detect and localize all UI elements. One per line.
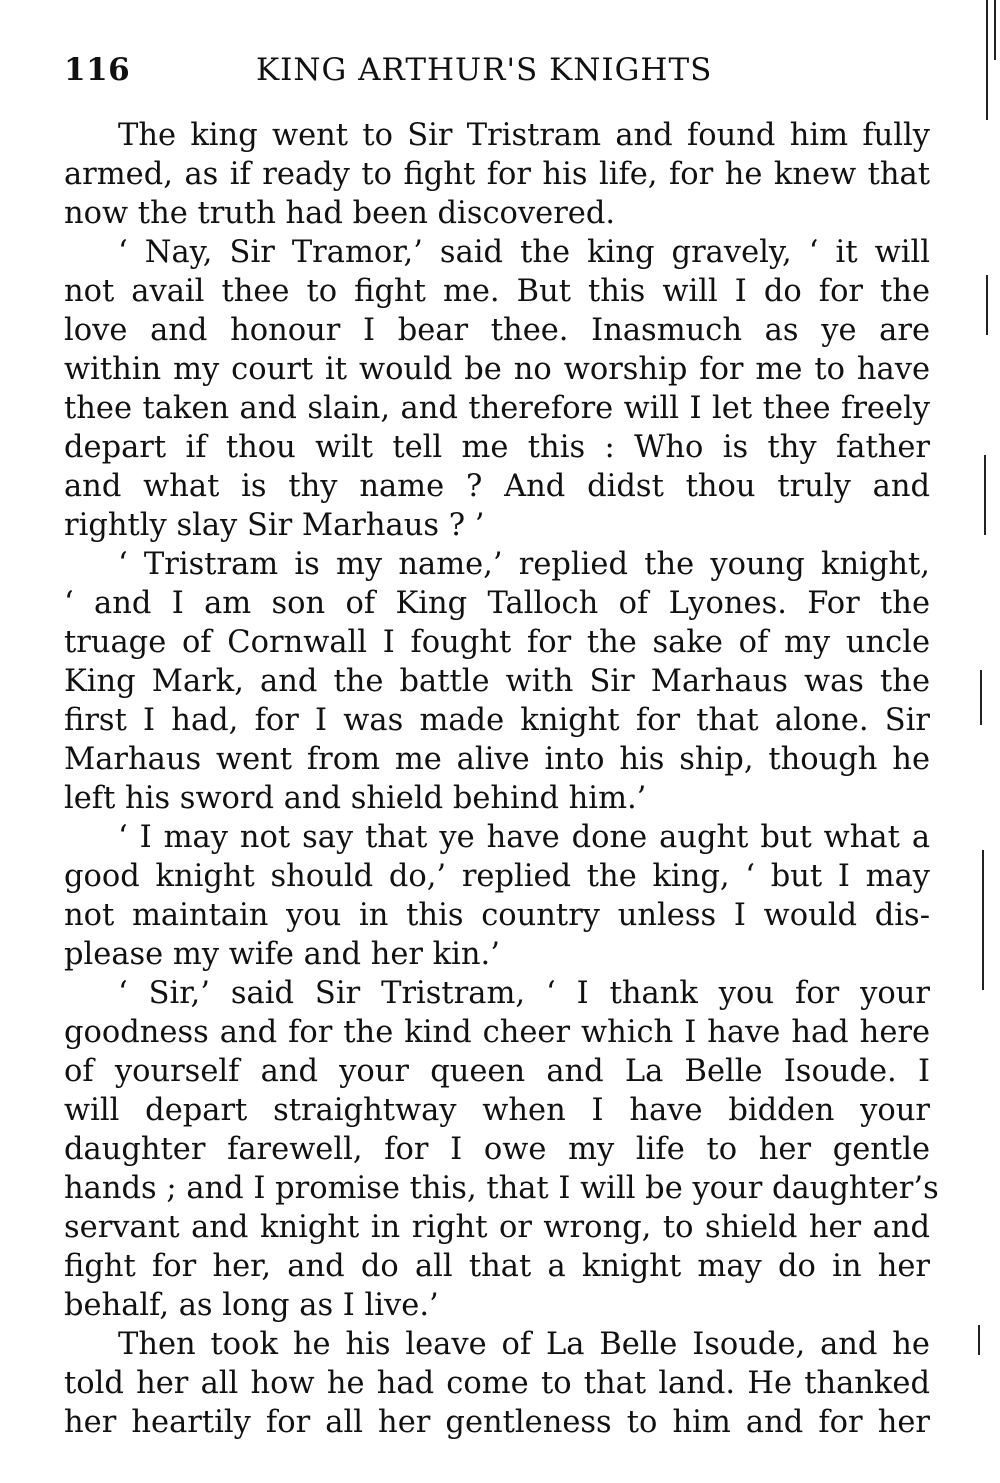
text-line: servant and knight in right or wrong, to shield her and bbox=[64, 1210, 930, 1245]
text-line: left his sword and shield behind him.’ bbox=[64, 781, 647, 816]
text-line: ‘ Sir,’ said Sir Tristram, ‘ I thank you for your bbox=[118, 976, 930, 1011]
paragraph bbox=[64, 116, 930, 233]
text-line: daughter farewell, for I owe my life to her gentle bbox=[64, 1132, 930, 1167]
text-line: not avail thee to fight me. But this will I do for the bbox=[64, 274, 930, 309]
text-line: first I had, for I was made knight for that alone. Sir bbox=[64, 703, 930, 738]
text-line: rightly slay Sir Marhaus ? ’ bbox=[64, 508, 485, 543]
edge-line bbox=[986, 275, 988, 335]
edge-line bbox=[980, 670, 982, 725]
edge-line bbox=[982, 850, 984, 990]
paragraph bbox=[64, 818, 930, 974]
text-line: ‘ Nay, Sir Tramor,’ said the king gravely, ‘ it will bbox=[118, 235, 930, 270]
text-line: goodness and for the kind cheer which I have had here bbox=[64, 1015, 930, 1050]
edge-line bbox=[994, 0, 996, 60]
text-line: Then took he his leave of La Belle Isoude, and he bbox=[118, 1327, 930, 1362]
page-edge-shadow bbox=[970, 0, 1000, 1483]
text-line: and what is thy name ? And didst thou truly and bbox=[64, 469, 930, 504]
text-line: armed, as if ready to fight for his life, for he knew that bbox=[64, 157, 930, 192]
text-line: love and honour I bear thee. Inasmuch as ye are bbox=[64, 313, 930, 348]
text-line: behalf, as long as I live.’ bbox=[64, 1288, 439, 1323]
text-line: ‘ I may not say that ye have done aught but what a bbox=[118, 820, 930, 855]
text-line: please my wife and her kin.’ bbox=[64, 937, 500, 972]
text-line: ‘ and I am son of King Talloch of Lyones. For the bbox=[64, 586, 930, 621]
paragraph bbox=[64, 974, 939, 1325]
text-line: hands ; and I promise this, that I will be your daughter’s bbox=[64, 1171, 939, 1206]
text-line: of yourself and your queen and La Belle Isoude. I bbox=[64, 1054, 930, 1089]
edge-line bbox=[986, 0, 988, 120]
text-line: good knight should do,’ replied the king, ‘ but I may bbox=[64, 859, 930, 894]
text-line: King Mark, and the battle with Sir Marhaus was the bbox=[64, 664, 930, 699]
text-line: truage of Cornwall I fought for the sake of my uncle bbox=[64, 625, 930, 660]
text-line: thee taken and slain, and therefore will I let thee freely bbox=[64, 391, 930, 426]
edge-line bbox=[984, 455, 986, 535]
text-line: ‘ Tristram is my name,’ replied the young knight, bbox=[118, 547, 930, 582]
paragraph bbox=[64, 233, 930, 545]
running-title: KING ARTHUR'S KNIGHTS bbox=[256, 52, 713, 88]
body-text bbox=[64, 116, 939, 1442]
text-line: fight for her, and do all that a knight may do in her bbox=[64, 1249, 930, 1284]
page-header bbox=[64, 52, 964, 100]
edge-line bbox=[978, 1325, 980, 1355]
text-line: within my court it would be no worship for me to have bbox=[64, 352, 930, 387]
paragraph bbox=[64, 545, 930, 818]
paragraph bbox=[64, 1325, 930, 1442]
text-line: The king went to Sir Tristram and found him fully bbox=[118, 118, 930, 153]
page-number: 116 bbox=[64, 52, 131, 88]
text-line: Marhaus went from me alive into his ship, though he bbox=[64, 742, 930, 777]
text-line: her heartily for all her gentleness to him and for her bbox=[64, 1405, 930, 1440]
text-line: will depart straightway when I have bidden your bbox=[64, 1093, 930, 1128]
text-line: not maintain you in this country unless I would dis- bbox=[64, 898, 930, 933]
text-line: depart if thou wilt tell me this : Who is thy father bbox=[64, 430, 930, 465]
text-line: told her all how he had come to that land. He thanked bbox=[64, 1366, 930, 1401]
text-line: now the truth had been discovered. bbox=[64, 196, 616, 231]
